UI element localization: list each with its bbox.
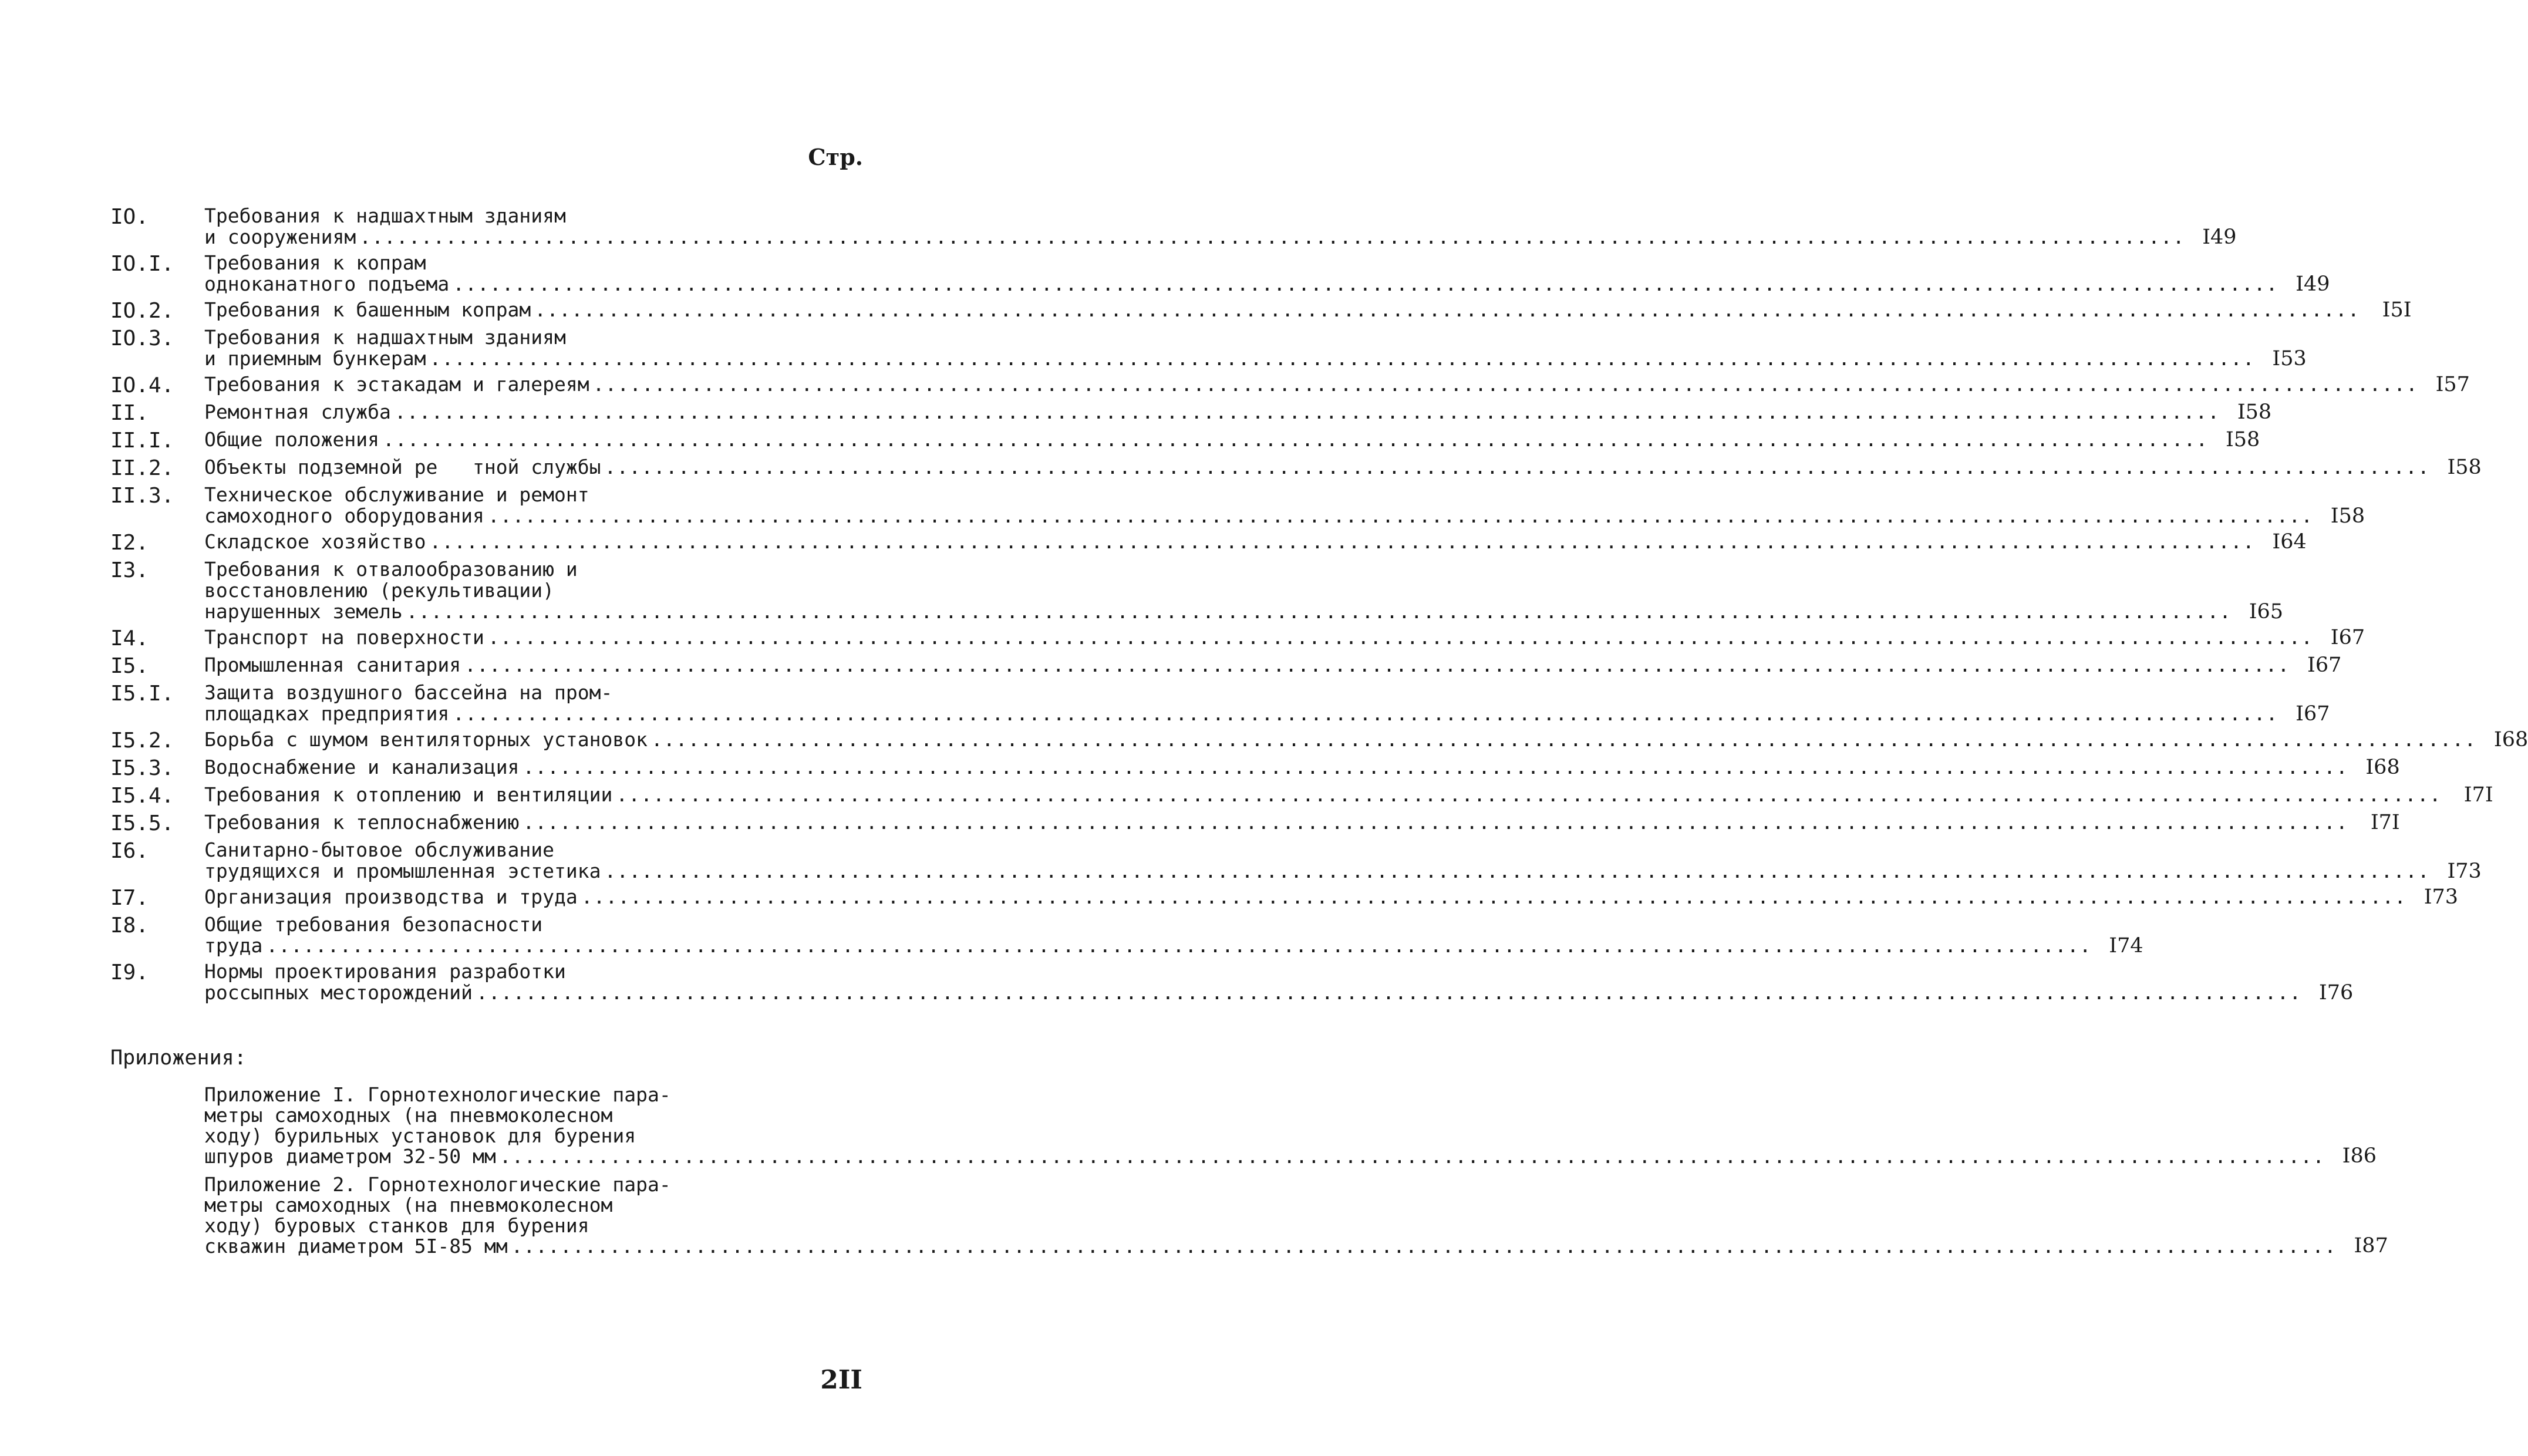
- toc-page-number: I58: [2447, 456, 2482, 479]
- page-number: 2II: [820, 1365, 862, 1395]
- toc-entry-line: Транспорт на поверхности: [204, 626, 484, 649]
- toc-entry-line: восстановлению (рекультивации): [204, 579, 555, 602]
- toc-entry-number: I5.4.: [110, 784, 174, 808]
- toc-entry: [110, 204, 2237, 249]
- toc-entry: [204, 1173, 2388, 1258]
- toc-entry-number: I4.: [110, 626, 149, 651]
- toc-entry-line: Санитарно-бытовое обслуживание: [204, 838, 555, 861]
- dot-leader: [648, 729, 2476, 750]
- toc-entry-number: II.: [110, 401, 149, 425]
- toc-entry-line: Борьба с шумом вентиляторных установок: [204, 728, 648, 751]
- appendices-heading: Приложения:: [110, 1046, 247, 1070]
- toc-page-number: I68: [2365, 756, 2400, 779]
- toc-entry-line: метры самоходных (на пневмоколесном: [204, 1194, 613, 1216]
- toc-entry-line: Защита воздушного бассейна на пром-: [204, 681, 613, 704]
- toc-entry: [110, 728, 2528, 753]
- appendix-entry-1: [204, 1083, 2377, 1171]
- toc-entry-title: [204, 655, 2341, 678]
- toc-page-number: I58: [2225, 428, 2260, 451]
- toc-page-number: I7I: [2370, 811, 2400, 834]
- toc-entry-title: [204, 757, 2400, 780]
- toc-entry-line: трудящихся и промышленная эстетика: [204, 860, 601, 882]
- toc-page-number: I67: [2307, 653, 2342, 677]
- dot-leader: [391, 402, 2220, 423]
- toc-entry-number: II.I.: [110, 429, 174, 453]
- toc-page-number: I49: [2202, 225, 2237, 249]
- toc-entry-line: Общие положения: [204, 428, 380, 451]
- toc-entry-number: I5.3.: [110, 756, 174, 780]
- toc-page-number: I58: [2330, 504, 2365, 528]
- toc-entry-line: метры самоходных (на пневмоколесном: [204, 1104, 613, 1127]
- toc-page-number: I64: [2272, 530, 2307, 554]
- toc-page-number: I67: [2330, 626, 2365, 649]
- toc-entry-title: [204, 402, 2271, 424]
- toc-entry-number: II.3.: [110, 484, 174, 508]
- toc-entry-title: [204, 252, 2330, 295]
- toc-entry: [110, 298, 2412, 323]
- dot-leader: [496, 1146, 2325, 1167]
- toc-page-number: I74: [2109, 934, 2143, 958]
- dot-leader: [356, 227, 2185, 248]
- dot-leader: [519, 812, 2348, 833]
- toc-entry-title: [204, 1174, 2388, 1256]
- toc-entry-number: I6.: [110, 839, 149, 863]
- toc-entry-number: I3.: [110, 558, 149, 582]
- toc-entry-line: Требования к копрам: [204, 251, 426, 274]
- toc-entry: [110, 756, 2400, 780]
- toc-entry: [110, 783, 2493, 808]
- toc-entry: [110, 653, 2342, 678]
- toc-entry: [110, 838, 2482, 883]
- toc-page-number: I86: [2342, 1144, 2377, 1168]
- dot-leader: [601, 457, 2430, 478]
- dot-leader: [461, 655, 2290, 676]
- toc-entry-number: I5.5.: [110, 811, 174, 835]
- toc-entry: [110, 558, 2284, 623]
- toc-entry-line: Требования к теплоснабжению: [204, 811, 520, 834]
- toc-entry-line: одноканатного подъема: [204, 272, 450, 295]
- toc-page-number: I49: [2296, 272, 2330, 296]
- toc-page-number: I57: [2435, 373, 2470, 396]
- toc-entry-line: Организация производства и труда: [204, 885, 578, 908]
- toc-entry-line: Складское хозяйство: [204, 530, 426, 553]
- toc-entry-line: Требования к эстакадам и галереям: [204, 373, 589, 396]
- toc-entry-number: I5.2.: [110, 729, 174, 753]
- dot-leader: [379, 429, 2208, 450]
- dot-leader: [426, 348, 2255, 369]
- dot-leader: [612, 784, 2441, 805]
- toc-entry-title: [204, 914, 2143, 956]
- dot-leader: [601, 861, 2430, 882]
- toc-page-number: I76: [2318, 981, 2354, 1005]
- toc-entry-title: [204, 627, 2365, 650]
- table-of-contents: [110, 204, 2528, 1008]
- toc-entry-line: и приемным бункерам: [204, 347, 426, 370]
- toc-page-number: I58: [2237, 400, 2272, 424]
- toc-entry-title: [204, 484, 2365, 527]
- toc-entry-title: [204, 784, 2493, 807]
- toc-entry-number: I2.: [110, 531, 149, 555]
- toc-entry-number: IO.: [110, 205, 149, 229]
- toc-entry: [110, 456, 2482, 480]
- dot-leader: [262, 935, 2091, 956]
- toc-entry-line: Требования к надшахтным зданиям: [204, 326, 566, 349]
- toc-entry-title: [204, 840, 2482, 882]
- toc-entry-title: [204, 299, 2412, 322]
- toc-entry: [110, 326, 2307, 370]
- appendix-entry-2: [204, 1173, 2388, 1261]
- toc-entry-line: Общие требования безопасности: [204, 913, 543, 936]
- toc-entry-number: IO.3.: [110, 326, 174, 350]
- toc-entry-title: [204, 961, 2353, 1003]
- toc-entry-line: Требования к башенным копрам: [204, 298, 531, 321]
- dot-leader: [403, 601, 2232, 622]
- toc-entry-line: Приложение 2. Горнотехнологические пара-: [204, 1173, 671, 1196]
- toc-entry-line: ходу) бурильных установок для бурения: [204, 1124, 636, 1147]
- toc-entry: [110, 483, 2365, 528]
- toc-entry-title: [204, 812, 2400, 835]
- toc-entry-number: I9.: [110, 960, 149, 985]
- dot-leader: [589, 374, 2418, 395]
- dot-leader: [426, 531, 2255, 552]
- toc-entry-line: скважин диаметром 5I-85 мм: [204, 1235, 508, 1258]
- toc-entry: [110, 428, 2260, 453]
- toc-page-number: I53: [2272, 347, 2307, 370]
- toc-entry: [204, 1083, 2377, 1168]
- toc-entry-line: Объекты подземной ре тной службы: [204, 456, 601, 478]
- toc-entry-number: II.2.: [110, 456, 174, 480]
- toc-entry: [110, 960, 2354, 1005]
- toc-entry-title: [204, 682, 2330, 724]
- toc-entry: [110, 811, 2400, 835]
- toc-entry-line: и сооружениям: [204, 225, 356, 248]
- toc-entry: [110, 885, 2459, 910]
- dot-leader: [449, 703, 2278, 724]
- toc-page-number: I7I: [2463, 783, 2493, 807]
- toc-entry-line: Требования к отоплению и вентиляции: [204, 783, 613, 806]
- dot-leader: [449, 274, 2278, 295]
- dot-leader: [484, 627, 2313, 648]
- toc-entry-number: IO.2.: [110, 299, 174, 323]
- toc-entry: [110, 530, 2307, 555]
- toc-page-number: I73: [2423, 885, 2459, 909]
- toc-entry-line: Требования к надшахтным зданиям: [204, 204, 566, 227]
- toc-entry-title: [204, 887, 2458, 909]
- toc-entry-title: [204, 429, 2260, 452]
- toc-entry-line: самоходного оборудования: [204, 504, 484, 527]
- dot-leader: [519, 757, 2348, 778]
- toc-entry-title: [204, 729, 2528, 752]
- toc-entry-line: Ремонтная служба: [204, 400, 391, 423]
- toc-entry-line: россыпных месторождений: [204, 981, 473, 1004]
- toc-entry-number: I7.: [110, 886, 149, 910]
- toc-entry-title: [204, 559, 2283, 622]
- dot-leader: [508, 1236, 2337, 1256]
- toc-page-number: I65: [2249, 600, 2284, 623]
- toc-entry-line: Техническое обслуживание и ремонт: [204, 483, 589, 506]
- toc-entry-number: IO.4.: [110, 373, 174, 397]
- toc-entry-title: [204, 531, 2307, 554]
- toc-entry-line: ходу) буровых станков для бурения: [204, 1214, 589, 1237]
- dot-leader: [484, 505, 2313, 527]
- toc-page-number: I68: [2493, 728, 2528, 751]
- toc-entry-line: шпуров диаметром 32-50 мм: [204, 1145, 496, 1168]
- toc-entry-number: I5.: [110, 654, 149, 678]
- toc-entry-line: Промышленная санитария: [204, 653, 461, 676]
- toc-entry-line: Приложение I. Горнотехнологические пара-: [204, 1083, 671, 1106]
- toc-entry-line: труда: [204, 934, 263, 957]
- toc-entry: [110, 681, 2330, 726]
- toc-entry-line: нарушенных земель: [204, 600, 403, 623]
- toc-entry-line: Водоснабжение и канализация: [204, 756, 520, 778]
- toc-entry-title: [204, 374, 2470, 397]
- dot-leader: [578, 887, 2406, 908]
- toc-entry-title: [204, 205, 2237, 248]
- toc-entry: [110, 251, 2330, 296]
- toc-entry-title: [204, 1084, 2377, 1167]
- toc-entry-line: Нормы проектирования разработки: [204, 960, 566, 983]
- toc-page-number: I87: [2354, 1234, 2388, 1258]
- toc-entry: [110, 626, 2365, 651]
- toc-entry-number: I5.I.: [110, 682, 174, 706]
- toc-page-number: I67: [2296, 702, 2330, 726]
- dot-leader: [531, 299, 2360, 321]
- toc-entry-title: [204, 457, 2482, 480]
- toc-entry: [110, 373, 2470, 397]
- toc-page-number: I5I: [2382, 298, 2412, 322]
- dot-leader: [473, 982, 2301, 1003]
- toc-entry-line: Требования к отвалообразованию и: [204, 558, 578, 581]
- page-column-header: Стр.: [808, 144, 863, 170]
- toc-entry-line: площадках предприятия: [204, 702, 450, 725]
- toc-page-number: I73: [2447, 860, 2482, 883]
- toc-entry: [110, 913, 2143, 958]
- toc-entry-title: [204, 327, 2307, 369]
- toc-entry-number: IO.I.: [110, 252, 174, 276]
- toc-entry: [110, 400, 2272, 425]
- toc-entry-number: I8.: [110, 914, 149, 938]
